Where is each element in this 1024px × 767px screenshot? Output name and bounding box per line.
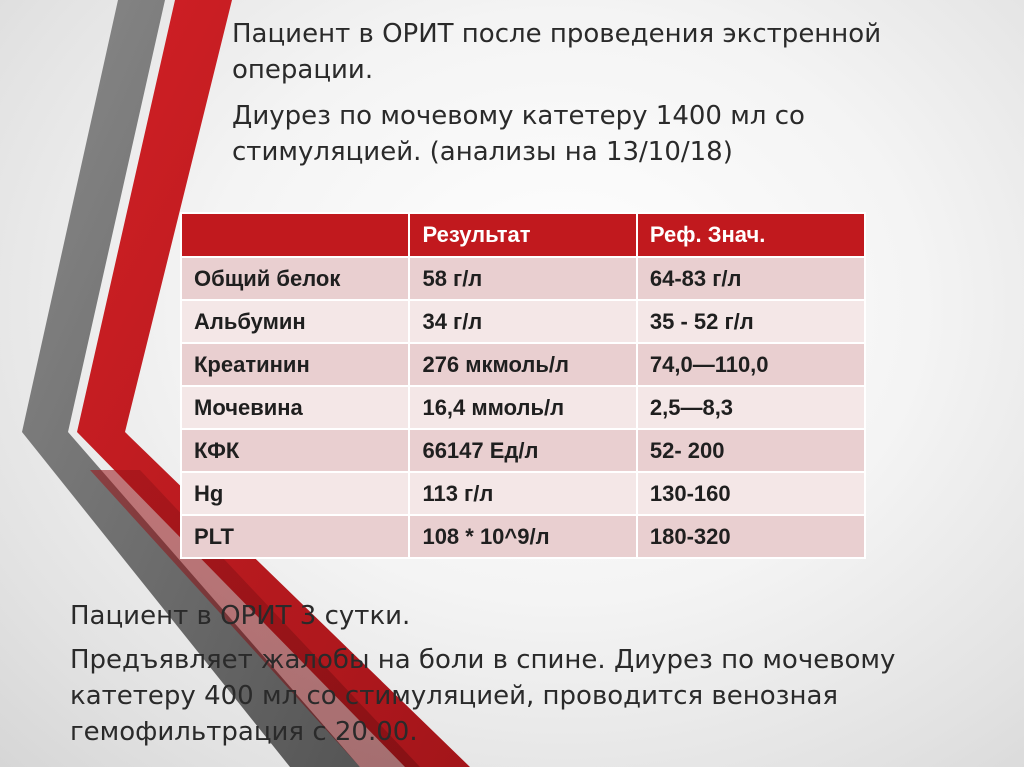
outro-text xyxy=(70,598,990,750)
table-row xyxy=(181,300,865,343)
cell-reference: 74,0—110,0 xyxy=(637,343,865,386)
table-row xyxy=(181,429,865,472)
outro-line-2: Предъявляет жалобы на боли в спине. Диурез по мочевому катетеру 400 мл со стимуляцией, проводится венозная гемофильтрация с 20.00. xyxy=(70,645,896,747)
header-empty xyxy=(181,213,409,257)
cell-result: 113 г/л xyxy=(409,472,636,515)
cell-reference: 130-160 xyxy=(637,472,865,515)
cell-reference: 52- 200 xyxy=(637,429,865,472)
table-row xyxy=(181,386,865,429)
outro-line-1: Пациент в ОРИТ 3 сутки. xyxy=(70,601,411,631)
cell-reference: 180-320 xyxy=(637,515,865,558)
intro-line-2: Диурез по мочевому катетеру 1400 мл со стимуляцией. (анализы на 13/10/18) xyxy=(232,101,805,167)
cell-reference: 35 - 52 г/л xyxy=(637,300,865,343)
table-row xyxy=(181,343,865,386)
lab-results-table xyxy=(180,212,866,559)
header-result: Результат xyxy=(409,213,636,257)
cell-parameter: Мочевина xyxy=(181,386,409,429)
cell-parameter: PLT xyxy=(181,515,409,558)
table-row xyxy=(181,257,865,300)
cell-reference: 64-83 г/л xyxy=(637,257,865,300)
cell-parameter: Hg xyxy=(181,472,409,515)
cell-result: 34 г/л xyxy=(409,300,636,343)
cell-parameter: Креатинин xyxy=(181,343,409,386)
cell-result: 16,4 ммоль/л xyxy=(409,386,636,429)
header-reference: Реф. Знач. xyxy=(637,213,865,257)
cell-reference: 2,5—8,3 xyxy=(637,386,865,429)
cell-parameter: КФК xyxy=(181,429,409,472)
cell-parameter: Общий белок xyxy=(181,257,409,300)
cell-result: 108 * 10^9/л xyxy=(409,515,636,558)
table-row xyxy=(181,472,865,515)
cell-result: 66147 Ед/л xyxy=(409,429,636,472)
cell-result: 276 мкмоль/л xyxy=(409,343,636,386)
table-header-row xyxy=(181,213,865,257)
intro-line-1: Пациент в ОРИТ после проведения экстренной операции. xyxy=(232,19,882,85)
intro-text xyxy=(232,16,992,170)
cell-parameter: Альбумин xyxy=(181,300,409,343)
cell-result: 58 г/л xyxy=(409,257,636,300)
table-row xyxy=(181,515,865,558)
